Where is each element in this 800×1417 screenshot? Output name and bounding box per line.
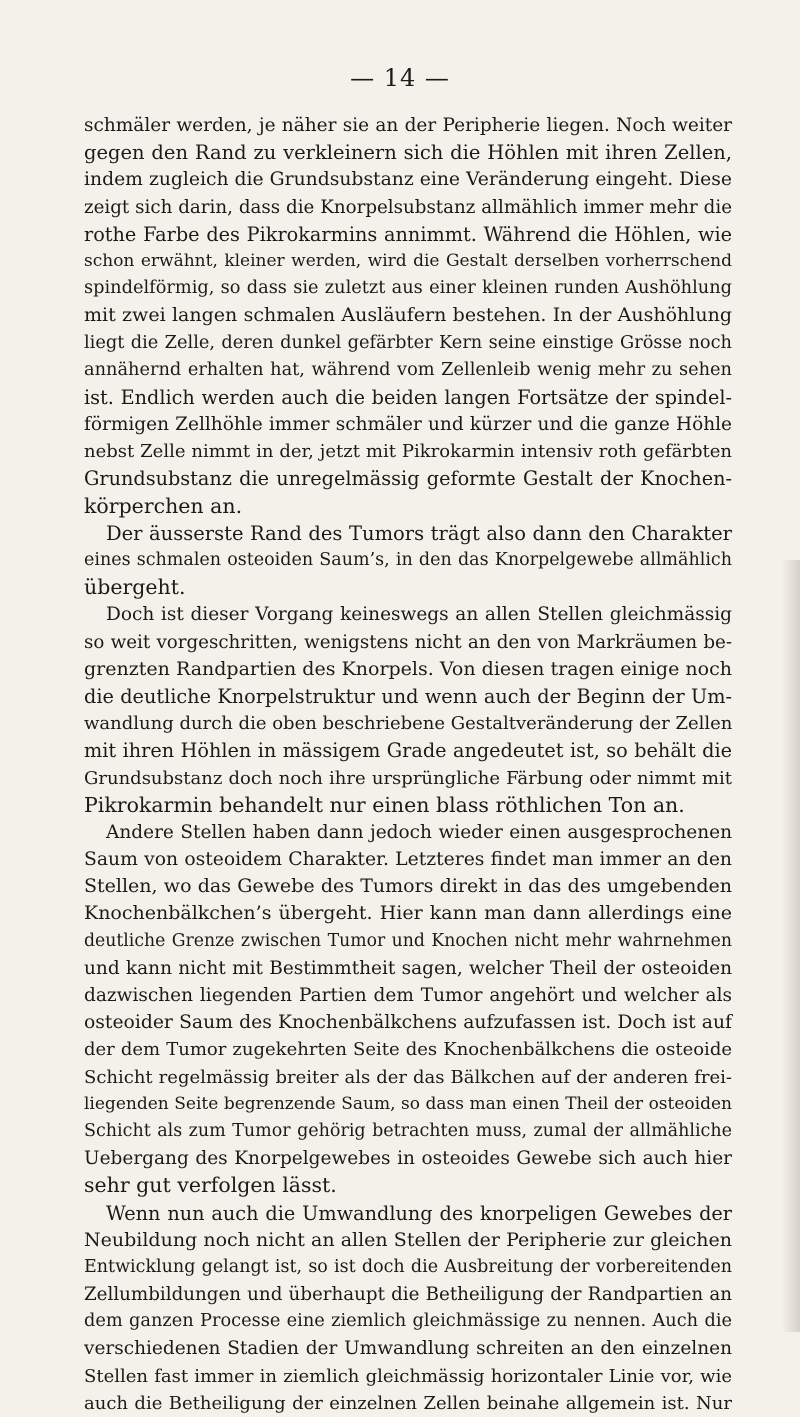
- text-line: rothe Farbe des Pikrokarmins annimmt. Während die Höhlen, wie: [84, 222, 732, 246]
- text-line: und kann nicht mit Bestimmtheit sagen, welcher Theil der osteoiden: [84, 957, 732, 979]
- text-line: grenzten Randpartien des Knorpels. Von diesen tragen einige noch: [84, 657, 732, 680]
- page-number: — 14 —: [350, 64, 450, 92]
- text-line: liegt die Zelle, deren dunkel gefärbter Kern seine einstige Grösse noch: [84, 332, 732, 353]
- text-line: Zellumbildungen und überhaupt die Betheiligung der Randpartien an: [84, 1284, 732, 1306]
- text-line: Stellen fast immer in ziemlich gleichmässig horizontaler Linie vor, wie: [84, 1365, 732, 1387]
- text-line: eines schmalen osteoiden Saum’s, in den das Knorpelgewebe allmählich: [84, 550, 732, 570]
- text-line: schmäler werden, je näher sie an der Peripherie liegen. Noch weiter: [84, 115, 732, 136]
- text-line: körperchen an.: [84, 493, 243, 518]
- text-line: der dem Tumor zugekehrten Seite des Knochenbälkchens die osteoide: [84, 1039, 732, 1061]
- text-line: übergeht.: [84, 575, 186, 600]
- page-edge-shadow: [782, 560, 800, 1332]
- text-line: Der äusserste Rand des Tumors trägt also dann den Charakter: [106, 521, 732, 545]
- text-line: ist. Endlich werden auch die beiden langen Fortsätze der spindel-: [84, 385, 732, 409]
- text-line: Grundsubstanz doch noch ihre ursprüngliche Färbung oder nimmt mit: [84, 767, 732, 789]
- text-line: gegen den Rand zu verkleinern sich die Höhlen mit ihren Zellen,: [84, 141, 732, 165]
- text-line: Schicht regelmässig breiter als der das Bälkchen auf der anderen frei-: [84, 1066, 732, 1088]
- text-line: osteoider Saum des Knochenbälkchens aufzufassen ist. Doch ist auf: [84, 1012, 732, 1034]
- text-line: dem ganzen Processe eine ziemlich gleichmässige zu nennen. Auch die: [84, 1311, 732, 1332]
- text-line: Knochenbälkchen’s übergeht. Hier kann man dann allerdings eine: [84, 902, 732, 925]
- text-line: Schicht als zum Tumor gehörig betrachten muss, zumal der allmähliche: [84, 1120, 732, 1141]
- text-line: Saum von osteoidem Charakter. Letzteres findet man immer an den: [84, 849, 732, 871]
- text-line: dazwischen liegenden Partien dem Tumor angehört und welcher als: [84, 985, 732, 1006]
- text-line: so weit vorgeschritten, wenigstens nicht an den von Markräumen be-: [84, 631, 732, 653]
- text-line: Uebergang des Knorpelgewebes in osteoides Gewebe sich auch hier: [84, 1148, 732, 1170]
- text-line: Pikrokarmin behandelt nur einen blass röthlichen Ton an.: [84, 792, 685, 817]
- text-line: Entwicklung gelangt ist, so ist doch die Ausbreitung der vorbereitenden: [84, 1256, 732, 1277]
- text-line: indem zugleich die Grundsubstanz eine Veränderung eingeht. Diese: [84, 169, 732, 191]
- text-line: auch die Betheiligung der einzelnen Zellen beinahe allgemein ist. Nur: [84, 1392, 732, 1414]
- body-text: [84, 112, 732, 1417]
- text-line: annähernd erhalten hat, während vom Zellenleib wenig mehr zu sehen: [84, 359, 732, 380]
- text-line: mit ihren Höhlen in mässigem Grade angedeutet ist, so behält die: [84, 739, 732, 763]
- text-line: zeigt sich darin, dass die Knorpelsubstanz allmählich immer mehr die: [84, 196, 732, 218]
- text-line: Wenn nun auch die Umwandlung des knorpeligen Gewebes der: [106, 1201, 732, 1225]
- text-line: sehr gut verfolgen lässt.: [84, 1173, 337, 1198]
- text-line: spindelförmig, so dass sie zuletzt aus einer kleinen runden Aushöhlung: [84, 278, 732, 299]
- text-line: deutliche Grenze zwischen Tumor und Knochen nicht mehr wahrnehmen: [84, 930, 732, 951]
- text-line: mit zwei langen schmalen Ausläufern bestehen. In der Aushöhlung: [84, 304, 732, 327]
- text-line: schon erwähnt, kleiner werden, wird die Gestalt derselben vorherrschend: [84, 250, 732, 271]
- text-line: liegenden Seite begrenzende Saum, so dass man einen Theil der osteoiden: [84, 1093, 732, 1114]
- text-line: wandlung durch die oben beschriebene Gestaltveränderung der Zellen: [84, 713, 733, 735]
- text-line: förmigen Zellhöhle immer schmäler und kürzer und die ganze Höhle: [84, 414, 732, 436]
- text-line: verschiedenen Stadien der Umwandlung schreiten an den einzelnen: [84, 1338, 732, 1360]
- text-line: Doch ist dieser Vorgang keineswegs an allen Stellen gleichmässig: [106, 604, 732, 626]
- text-line: Neubildung noch nicht an allen Stellen der Peripherie zur gleichen: [84, 1228, 732, 1251]
- text-line: Stellen, wo das Gewebe des Tumors direkt in das des umgebenden: [84, 875, 732, 898]
- text-line: Andere Stellen haben dann jedoch wieder einen ausgesprochenen: [106, 821, 732, 843]
- text-line: nebst Zelle nimmt in der, jetzt mit Pikrokarmin intensiv roth gefärbten: [84, 441, 732, 463]
- text-line: die deutliche Knorpelstruktur und wenn auch der Beginn der Um-: [84, 684, 732, 708]
- text-line: Grundsubstanz die unregelmässig geformte Gestalt der Knochen-: [84, 467, 732, 491]
